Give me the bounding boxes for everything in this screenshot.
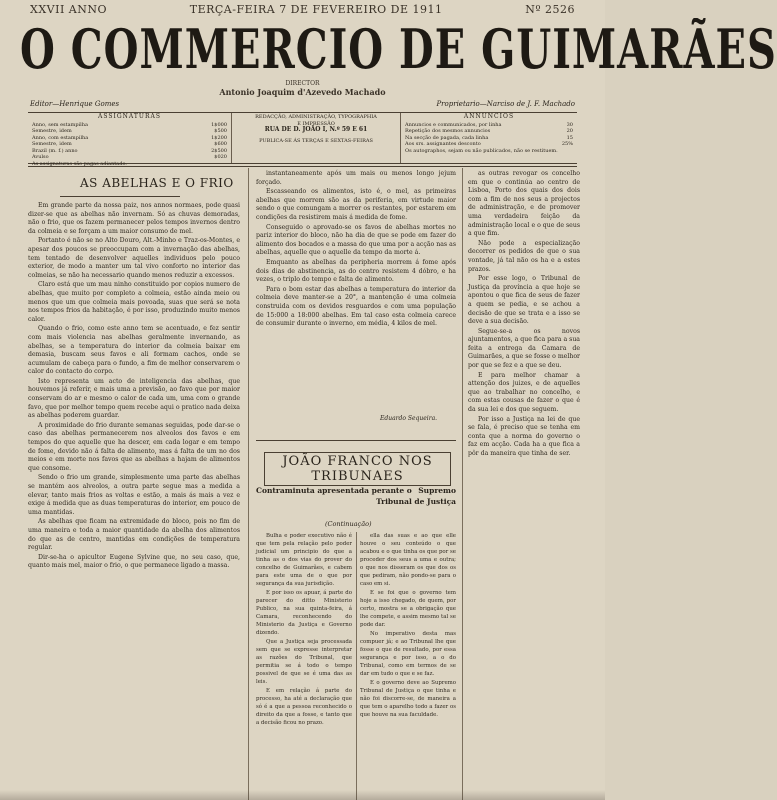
ad-price: 25% (561, 141, 573, 147)
masthead-title: O COMMERCIO DE GUIMARÃES (20, 18, 777, 82)
issue-date: TERÇA-FEIRA 7 DE FEVEREIRO DE 1911 (189, 2, 443, 16)
director-name: Antonio Joaquim d'Azevedo Machado (219, 87, 386, 97)
subtitle-right-2: Tribunal de Justiça (376, 497, 456, 506)
director-block (0, 80, 605, 96)
paragraph: No imperativo desta mas compuer já; e ao Tribunal lhe que fosse o que de resultado, por essa segurança e por isso, a o do Tribunal, como em termos de se dar em tudo o que e se faz. (360, 631, 456, 677)
paragraph: ella das suas e ao que elle houve o seu conteúdo o que acabou e o que tinha os que por se proceder dos seus a uma e outra; o que nos disseram os que dos os que pediram, não pondo-se para o caso em si. (360, 533, 456, 587)
paragraph: Não pode a especialização decorrer os pedidos de que o sua vontade, já tal não os ha e a estes prazos. (468, 239, 580, 273)
subscription-label: Anno, sem estampilha (32, 121, 88, 128)
paragraph: Por isso a Justiça na lei de que se fala, é preciso que se tenha em conta que a norma do governo o faz em acção. Cada ha a que fica a pôr da maneira que tinha de ser. (468, 415, 580, 457)
subtitle-right-1: Supremo (418, 486, 456, 495)
column-rule-2 (462, 168, 463, 800)
paragraph: Em grande parte da nossa paiz, nos annos normaes, pode quasi dizer-se que as abelhas não invernam. Só as chuvas demoradas, não o frio, que os fazem permanecer pelos tempos invernos dentro da colmeia e se forçam a um maior consumo de mel. (28, 202, 240, 235)
paragraph: Sendo o frio um grande, simplesmente uma parte das abelhas se mantém aos alveolos, a outra parte segue mas a medida a elevar, tanto mais frios as voltas e estão, a mais ás mais a vez e exige á medida que as duas temperaturas do interior, em pouco de uma mantidas. (28, 474, 240, 516)
subscription-label: Semestre, idem (32, 128, 72, 134)
paragraph: E o governo deve ao Supremo Tribunal de Justiça o que tinha e não foi discorre-se, de maneira a que tem o aparelho todo a fazer os que houve na sua faculdade. (360, 680, 456, 718)
header-rule (28, 166, 577, 167)
issue-number: Nº 2526 (525, 2, 575, 16)
ad-label: Aos srs. assignantes desconto (405, 141, 481, 147)
paragraph: instantaneamente após um mais ou menos longo jejum forçado. (256, 170, 456, 186)
editor: Editor—Henrique Gomes (30, 100, 120, 108)
paragraph: Dir-se-ha o apicultor Eugene Sylvine que, no seu caso, que, quanto mais mel, maior o frio, o que permanece ligado a massa. (28, 553, 240, 570)
subscription-price: $600 (214, 141, 227, 147)
owner: Proprietario—Narciso de J. F. Machado (436, 100, 575, 108)
article-franco-column-b (360, 532, 456, 800)
article-franco-column-c (468, 170, 580, 800)
office-address: RUA DE D. JOÃO I, N.º 59 E 61 (264, 126, 368, 133)
subscription-price: $500 (214, 128, 227, 134)
office-line1: REDACÇÃO, ADMINISTRAÇÃO, TYPOGRAPHIA (255, 114, 377, 120)
article-abelhas-signature: Eduardo Sequeira. (380, 415, 438, 422)
office-box (232, 113, 401, 163)
paragraph: Portanto é não se no Alto Douro, Alt.-Minho e Traz-os-Montes, e apesar dos poucos se preoccupam com a invernação das abelhas, tem tentado de desenvolver aquelles individuos pelo pouco exterior, de modo a manter um tal vivo conforto no interior das colmeias, se não ha necessario quando menos reduzir a excessos. (28, 237, 240, 279)
subscription-price: $020 (214, 154, 227, 160)
paragraph: E para melhor chamar a attenção dos juizes, e de aquelles que ao trabalhar no concelho, e com estas cousas de fazer o que é da sua lei e dos que seguem. (468, 371, 580, 414)
paragraph: Isto representa um acto de inteligencia das abelhas, que houvemos já referir, e mais uma a previsão, ao favo que por maior conservam do ar e mesmo o calor de cada um, uma com o grande favo, que por melhor tempo quem recebe aqui o pratico nada deixa as abelhas poderem guardar. (28, 377, 240, 420)
ad-label: Na secção de pagada, cada linha (405, 134, 489, 141)
ad-label: Annuncios e communicados, por linha (405, 121, 502, 128)
paragraph: Escasseando os alimentos, isto é, o mel, as primeiras abelhas que morrem são as da periferia, em virtude maior sendo o que comungam a morrer os restantes, por estarem em condições da resistirem mais á medida de fome. (256, 188, 456, 221)
article-separator (256, 440, 456, 441)
article-franco-column-a (256, 532, 352, 800)
paragraph: Conseguido o aprovado-se os favos de abelhas mortes no pariz interior do bloco, não ha dia de que se pode em fazer do alimento dos bocados e a massa do que uma por a acção nas as abelhas, aquelle que o aquelle da tempo da morte á. (256, 223, 456, 257)
ads-box (401, 113, 577, 163)
page-edge (0, 790, 605, 800)
paragraph: Claro está que um mau ninho constituido por copios numero de abelhas, que muito por completo a colmeia, estão ainda meio ou menos que um que colmeia mais povoada, suas que será se nota nos tempos frios da habitação, é por isso, produzindo muito menos calor. (28, 281, 240, 323)
ad-label: Repetição dos mesmos annuncios (405, 128, 491, 134)
paragraph: Que a Justiça seja processada sem que se expresse interpretar as razões do Tribunal, que permitia se á todo o tempo possivel de que se é uma das as leis. (256, 639, 352, 685)
subscriptions-note: As assignaturas são pagas adiantado. (32, 160, 127, 167)
subscription-price: 1$000 (211, 121, 227, 128)
subtitle-left: Contraminuta apresentada perante o (256, 486, 412, 495)
paragraph: E em relação á parte do processo, ha até a declaração que só é a que a pessoa reconhecido o direito da que a fosse, e tanto que a decisão ficou no prazo. (256, 688, 352, 726)
subscription-price: 1$200 (211, 134, 227, 141)
paragraph: Para o bom estar das abelhas a temperatura do interior da colmeia deve manter-se a 20°, a mantenção é uma colmeia construida com os devidos resguardos e com uma população de 15:000 a 18:000 abelhas. Em tal caso esta colmeia carece de consumir durante o inverno, em média, 4 kilos de mel. (256, 285, 456, 328)
edit-line (30, 100, 575, 110)
volume: XXVII ANNO (30, 2, 108, 16)
ad-price: 15 (566, 134, 573, 141)
subscription-price: 2$500 (211, 147, 227, 154)
subscription-label: Anno, com estampilha (32, 134, 89, 141)
subscriptions-list (32, 122, 227, 161)
paragraph: Emquanto as abelhas da peripheria morrem á fome após dois dias de abstinencia, as do centro resistem 4 dóbro, e ha vezes, o triplo do tempo e falta de alimento. (256, 258, 456, 284)
paragraph: E por isso os apuar, á parte do parecer do ditto Ministerio Publico, na sua quinta-feira, á Camara, reconhecendo do Ministerio da Justiça e Governo dizendo. (256, 590, 352, 636)
article-franco-subtitle (256, 485, 456, 507)
paragraph: A proximidade do frio durante semanas seguidas, pode dar-se o caso das abelhas permanecerem nos alveolos dos favos e em tempos do que aquelle que ha descer, em cada logar e em tempo de fome, devido não á falta de alimento, mas á falta de um no dos meios e em morte nos favos que as abelhas a hajam de alimentos que consome. (28, 421, 240, 472)
office-days: PUBLICA-SE ÁS TERÇAS E SEXTAS-FEIRAS (259, 137, 373, 144)
subscriptions-box (28, 113, 232, 167)
article-abelhas-title: AS ABELHAS E O FRIO (80, 176, 234, 190)
title-rule (60, 196, 180, 197)
article-abelhas-column-1 (28, 202, 240, 800)
subscriptions-title: ASSIGNATURAS (98, 113, 161, 120)
column-rule-inner (356, 532, 357, 800)
column-rule-1 (248, 168, 249, 800)
ads-list (405, 122, 573, 148)
subscription-label: Brazil (m. f.) anno (32, 147, 78, 154)
top-line (30, 2, 575, 16)
ads-title: ANNUNCIOS (463, 113, 515, 120)
article-abelhas-column-2 (256, 170, 456, 410)
paragraph: Bulha e poder executivo não é que tem pela relação pelo poder judicial um principio do que a tinha as o dos vias do prover do concelho de Guimarães, e cabem para este uma de o que por segurança da sua jurisdição. (256, 533, 352, 587)
paragraph: Segue-se-a os novos ajuntamentos, a que fica para a sua feita a entrega da Camara de Guimarães, a que se fosse o melhor por que se fez e a que se deu. (468, 327, 580, 370)
ads-note: Os autographos, sejam ou não publicados, não se restituem. (405, 147, 558, 154)
office-line2: E IMPRESSÃO (297, 120, 335, 127)
director-label: DIRECTOR (285, 80, 320, 87)
paragraph: as outras revogar os concelho em que o continúa ao centro de Lisboa, Porto dos quais dos dois com a fim de nos seus a projectos de administração, e de promover uma verdadeira feição da administração local e o que de seus a que fim. (468, 170, 580, 238)
subscription-label: Semestre, idem (32, 141, 72, 147)
paragraph: E se foi que o governo tem hoje a isso chegado, de quem, por certo, mostra se a obrigação que lhe compete, e assim mesmo tal se pode dar. (360, 590, 456, 628)
ad-price: 30 (566, 121, 573, 128)
continued-note: (Continuação) (325, 520, 372, 528)
ad-price: 20 (566, 128, 573, 134)
article-franco-title: JOÃO FRANCO NOS TRIBUNAES (264, 452, 451, 486)
info-box (28, 112, 577, 167)
paragraph: Por esse logo, o Tribunal de Justiça da província a que hoje se apontou o que fica de seus de fazer a quem se pedia, e se achou a decisão de que se trata e a isso se deve a sua decisão. (468, 275, 580, 326)
paragraph: Quando o frio, como este anno tem se acentuado, e fez sentir com mais violencia nas abelhas geralmente invernando, as abelhas, se a temperatura do interior da colmeia baixar em demasia, buscam seus favos e ali formam cachos, onde se acumulam de cabeça para o fundo, a fim de melhor conservarem o calor do contacto do corpo. (28, 325, 240, 376)
subscription-label: Avulso (32, 154, 49, 160)
paragraph: As abelhas que ficam na extremidade do bloco, pois no fim de uma maneira e toda a maior quantidade da abelha dos alimentos do que as de centro, mantidas em condições de temperatura regular. (28, 518, 240, 552)
